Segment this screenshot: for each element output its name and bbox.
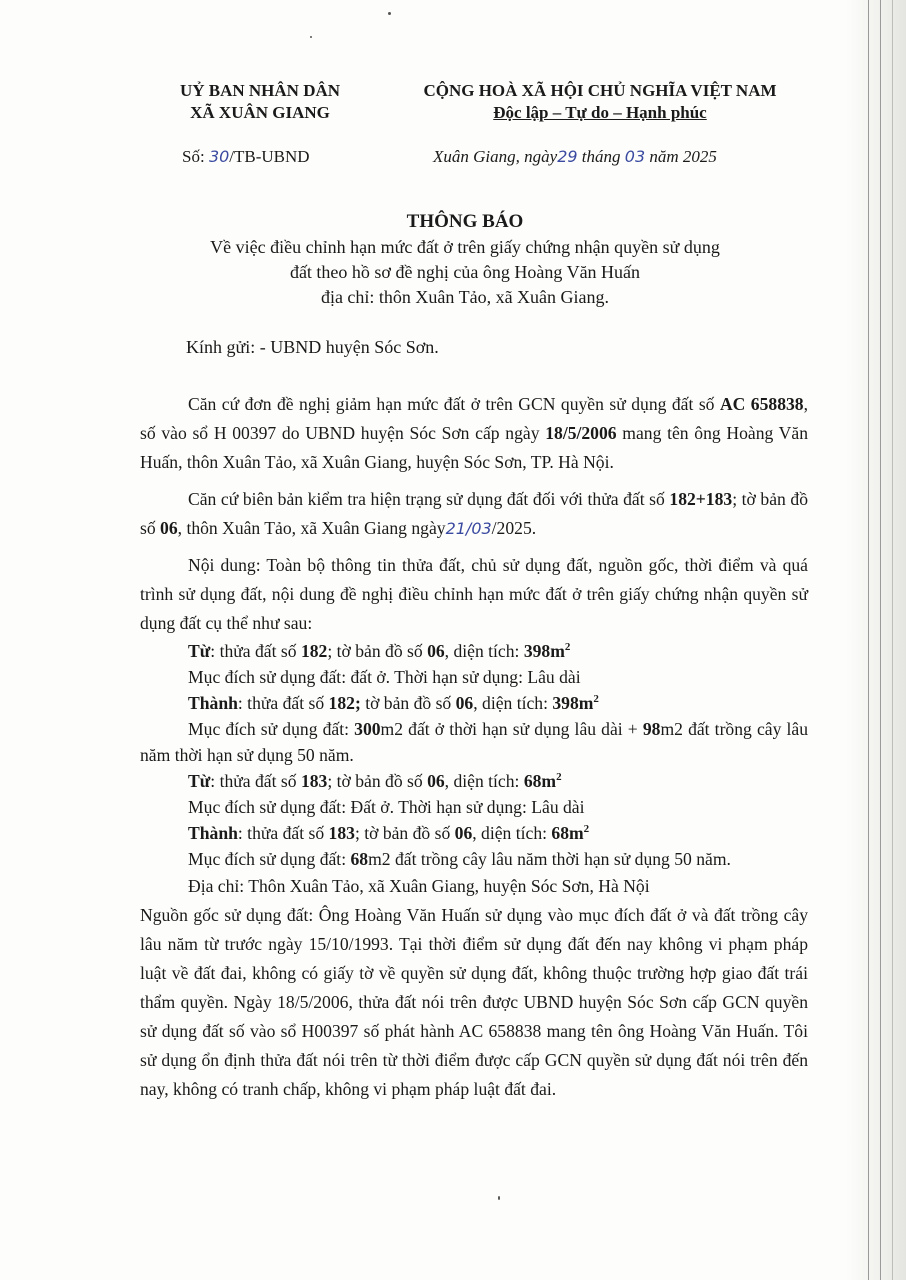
text-span: m2 đất trồng cây lâu năm thời hạn sử dụng 50 năm. bbox=[368, 849, 731, 869]
agency-line-1: UỶ BAN NHÂN DÂN bbox=[179, 81, 341, 100]
text-span: : thửa đất số bbox=[237, 693, 329, 713]
date-day-handwritten: 29 bbox=[557, 147, 578, 166]
text-span: ; tờ bản đồ số bbox=[327, 641, 428, 661]
paragraph-content: Nội dung: Toàn bộ thông tin thửa đất, chủ sử dụng đất, nguồn gốc, thời điểm và quá trình sử dụng đất, nội dung đề nghị điều chỉnh hạn mức đất ở trên giấy chứng nhận quyền sử dụng đất cụ thể như sau: bbox=[140, 555, 808, 633]
agency-line-2: XÃ XUÂN GIANG bbox=[190, 103, 330, 122]
text-span: , diện tích: bbox=[444, 641, 524, 661]
paragraph-legal-basis-2 bbox=[140, 485, 808, 543]
area: 68m bbox=[551, 823, 584, 843]
text-span: ; tờ bản đồ số bbox=[140, 489, 808, 538]
text-span: , diện tích: bbox=[473, 693, 553, 713]
text-span: Mục đích sử dụng đất: bbox=[188, 719, 355, 739]
map-sheet: 06 bbox=[455, 693, 474, 713]
map-sheet: 06 bbox=[454, 823, 473, 843]
document-heading: THÔNG BÁO bbox=[406, 211, 524, 232]
label-from: Từ bbox=[188, 641, 211, 661]
land-origin-paragraph: Nguồn gốc sử dụng đất: Ông Hoàng Văn Huấn sử dụng vào mục đích đất ở và đất trồng cây lâu năm từ trước ngày 15/10/1993. Tại thời điểm sử dụng đất đến nay không vi phạm pháp luật về đất đai, không có giấy tờ về quyền sử dụng đất, không thuộc trường hợp giao đất trái thẩm quyền. Ngày 18/5/2006, thửa đất nói trên được UBND huyện Sóc Sơn cấp GCN quyền sử dụng đất số vào sổ H00397 số phát hành AC 658838 mang tên ông Hoàng Văn Huấn. Tôi sử dụng ổn định thửa đất nói trên từ thời điểm được cấp GCN quyền sử dụng đất nói trên đến nay, không có tranh chấp, không vi phạm pháp luật đất đai. bbox=[140, 905, 808, 1099]
text-span: Mục đích sử dụng đất: bbox=[188, 849, 351, 869]
document-number bbox=[182, 147, 310, 167]
text-span: , diện tích: bbox=[472, 823, 552, 843]
area-value: 98 bbox=[642, 719, 661, 739]
subject-line-2: đất theo hồ sơ đề nghị của ông Hoàng Văn Huấn bbox=[289, 262, 641, 282]
subject-line-3: địa chỉ: thôn Xuân Tảo, xã Xuân Giang. bbox=[320, 287, 610, 307]
from-plot-183 bbox=[140, 768, 808, 794]
doc-no-prefix: Số: bbox=[182, 147, 209, 166]
plot-number: 182; bbox=[328, 693, 361, 713]
paragraph-legal-basis-1 bbox=[140, 390, 808, 477]
recipient-line: Kính gửi: - UBND huyện Sóc Sơn. bbox=[186, 337, 439, 357]
label-to: Thành bbox=[188, 823, 238, 843]
plot-numbers: 182+183 bbox=[669, 489, 733, 509]
label-to: Thành bbox=[188, 693, 238, 713]
text-span: ; tờ bản đồ số bbox=[327, 771, 428, 791]
address-line: Địa chỉ: Thôn Xuân Tảo, xã Xuân Giang, huyện Sóc Sơn, Hà Nội bbox=[188, 876, 650, 896]
area: 398m bbox=[552, 693, 594, 713]
text-span: /2025. bbox=[491, 518, 537, 538]
date-month-label: tháng bbox=[577, 147, 625, 166]
purpose-line bbox=[140, 716, 808, 768]
map-sheet: 06 bbox=[427, 771, 445, 791]
date-month-handwritten: 03 bbox=[624, 147, 646, 166]
text-span: , diện tích: bbox=[444, 771, 524, 791]
area-unit-superscript: 2 bbox=[593, 693, 599, 706]
text-span: : thửa đất số bbox=[210, 771, 301, 791]
date-year: năm 2025 bbox=[645, 147, 717, 166]
area: 398m bbox=[523, 641, 565, 661]
text-span: m2 đất trồng cây lâu năm thời hạn sử dụng 50 năm. bbox=[140, 719, 808, 765]
document-title-block bbox=[120, 209, 810, 310]
text-span: , thôn Xuân Tảo, xã Xuân Giang ngày bbox=[177, 518, 446, 538]
text-span: ; tờ bản đồ số bbox=[354, 823, 455, 843]
text-span: , số vào sổ H 00397 do UBND huyện Sóc Sơn cấp ngày bbox=[140, 394, 808, 443]
area-value: 300 bbox=[354, 719, 381, 739]
certificate-number: AC 658838 bbox=[719, 394, 804, 414]
text-span: Căn cứ biên bản kiểm tra hiện trạng sử dụng đất đối với thửa đất số bbox=[188, 489, 670, 509]
from-plot-182 bbox=[140, 638, 808, 664]
text-span: m2 đất ở thời hạn sử dụng lâu dài + bbox=[380, 719, 643, 739]
document-date bbox=[433, 147, 717, 167]
purpose-line: Mục đích sử dụng đất: đất ở. Thời hạn sử dụng: Lâu dài bbox=[188, 667, 581, 687]
text-span: : thửa đất số bbox=[237, 823, 329, 843]
national-title bbox=[380, 80, 820, 124]
map-sheet-number: 06 bbox=[160, 518, 178, 538]
text-span: tờ bản đồ số bbox=[360, 693, 456, 713]
issue-date: 18/5/2006 bbox=[545, 423, 617, 443]
area-unit-superscript: 2 bbox=[564, 641, 571, 654]
to-plot-182 bbox=[140, 690, 808, 716]
issuing-agency bbox=[160, 80, 360, 124]
subject-line-1: Về việc điều chỉnh hạn mức đất ở trên giấy chứng nhận quyền sử dụng bbox=[210, 237, 720, 257]
area-unit-superscript: 2 bbox=[583, 823, 590, 836]
text-span: Căn cứ đơn đề nghị giảm hạn mức đất ở trên GCN quyền sử dụng đất số bbox=[188, 394, 720, 414]
inspection-date-handwritten: 21/03 bbox=[445, 519, 492, 538]
date-place: Xuân Giang, ngày bbox=[433, 147, 558, 166]
text-span: : thửa đất số bbox=[210, 641, 301, 661]
plot-number: 182 bbox=[300, 641, 328, 661]
plot-number: 183 bbox=[328, 823, 355, 843]
purpose-line bbox=[140, 846, 808, 872]
label-from: Từ bbox=[188, 771, 211, 791]
doc-no-handwritten: 30 bbox=[208, 147, 230, 166]
national-name: CỘNG HOÀ XÃ HỘI CHỦ NGHĨA VIỆT NAM bbox=[423, 81, 777, 100]
area-unit-superscript: 2 bbox=[556, 771, 562, 784]
doc-no-suffix: /TB-UBND bbox=[229, 147, 310, 166]
document-body bbox=[140, 390, 808, 1104]
purpose-line: Mục đích sử dụng đất: Đất ở. Thời hạn sử dụng: Lâu dài bbox=[188, 797, 585, 817]
to-plot-183 bbox=[140, 820, 808, 846]
map-sheet: 06 bbox=[427, 641, 445, 661]
area: 68m bbox=[523, 771, 557, 791]
area-value: 68 bbox=[350, 849, 369, 869]
national-motto: Độc lập – Tự do – Hạnh phúc bbox=[493, 103, 707, 122]
plot-number: 183 bbox=[300, 771, 328, 791]
text-span: mang tên ông Hoàng Văn Huấn, thôn Xuân Tảo, xã Xuân Giang, huyện Sóc Sơn, TP. Hà Nội. bbox=[140, 423, 808, 472]
